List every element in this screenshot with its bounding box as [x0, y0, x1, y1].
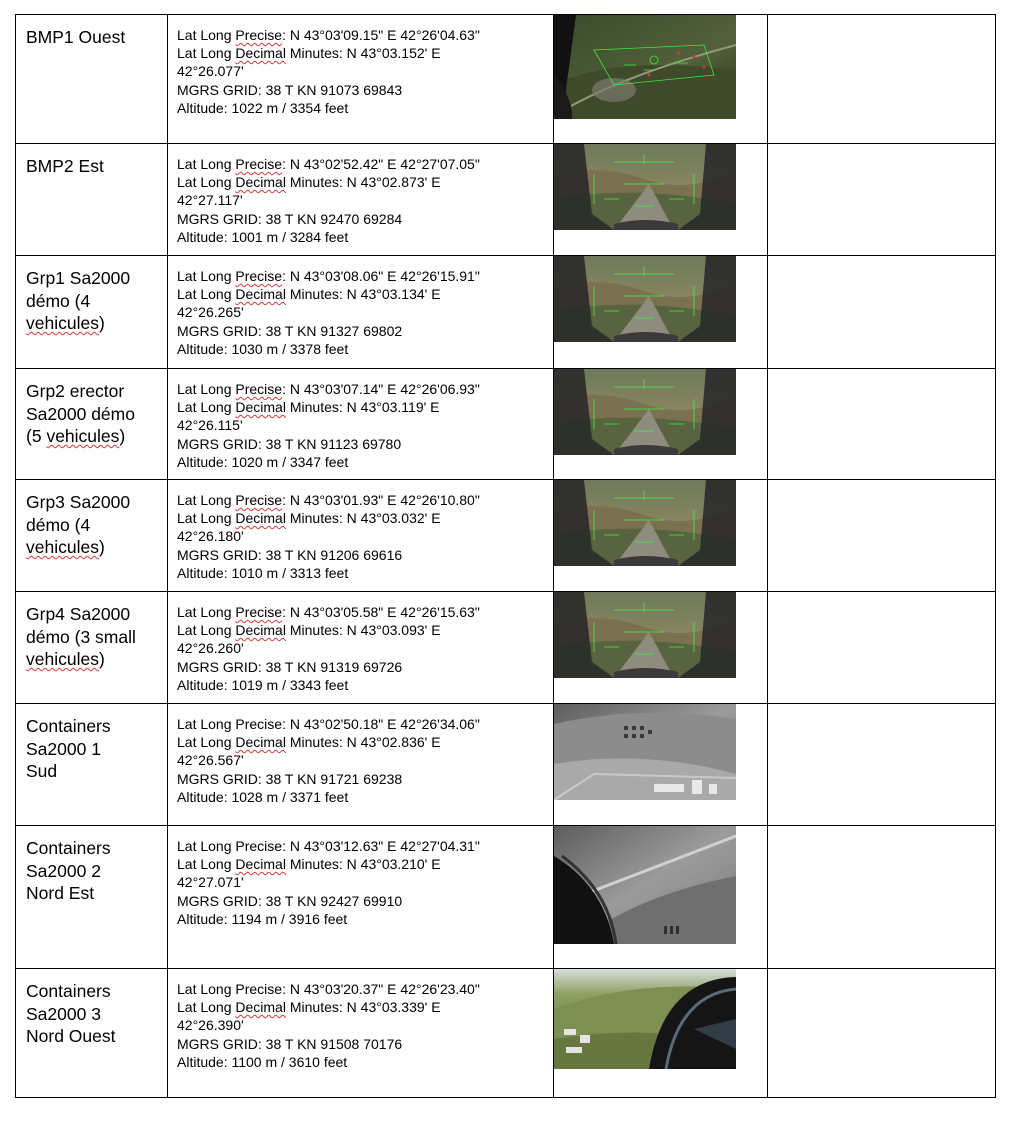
target-name-line: Sa2000 démo: [26, 403, 135, 424]
target-name-line: Grp3 Sa2000: [26, 492, 131, 512]
image-cell: [554, 369, 768, 480]
coordinates: [168, 480, 553, 582]
target-name: [16, 256, 167, 335]
table-row: [16, 592, 996, 704]
target-name-cell: [16, 369, 168, 480]
target-name-line: Sud: [26, 761, 58, 781]
altitude: Altitude: 1022 m / 3354 feet: [177, 99, 349, 116]
lat-long-decimal-continued: 42°26.077': [177, 63, 244, 80]
empty-cell: [768, 704, 996, 826]
lat-long-decimal: Lat Long Decimal Minutes: N 43°02.873' E: [177, 174, 441, 191]
table-row: [16, 969, 996, 1098]
coordinates: [168, 969, 553, 1071]
target-name-line: Nord Ouest: [26, 1026, 116, 1046]
lat-long-decimal: Lat Long Decimal Minutes: N 43°03.339' E: [177, 999, 441, 1016]
lat-long-precise: Lat Long Precise: N 43°02'50.18" E 42°26'34.06": [177, 716, 480, 732]
image-cell: [554, 144, 768, 256]
table-row: [16, 256, 996, 369]
target-name-cell: [16, 480, 168, 592]
target-name: [16, 969, 167, 1048]
empty-cell: [768, 969, 996, 1098]
cockpit-grayscale-road-image: [554, 826, 736, 944]
mgrs-grid: MGRS GRID: 38 T KN 91206 69616: [177, 546, 403, 563]
table-row: [16, 369, 996, 480]
image-cell: [554, 826, 768, 969]
coordinates: [168, 369, 553, 471]
empty-cell: [768, 592, 996, 704]
mgrs-grid: MGRS GRID: 38 T KN 91123 69780: [177, 435, 402, 452]
mgrs-grid: MGRS GRID: 38 T KN 92427 69910: [177, 892, 403, 909]
target-name-cell: [16, 592, 168, 704]
altitude: Altitude: 1194 m / 3916 feet: [177, 910, 348, 927]
hud-view-valley-image: [554, 144, 736, 230]
lat-long-decimal-continued: 42°27.071': [177, 874, 244, 891]
empty-cell: [768, 144, 996, 256]
empty-cell: [768, 480, 996, 592]
lat-long-decimal: Lat Long Decimal Minutes: N 43°03.032' E: [177, 510, 441, 527]
lat-long-decimal-continued: 42°27.117': [177, 192, 243, 209]
lat-long-decimal-continued: 42°26.265': [177, 304, 244, 321]
altitude: Altitude: 1030 m / 3378 feet: [177, 340, 349, 357]
target-name: [16, 369, 167, 448]
coordinates: [168, 704, 553, 806]
coordinates-cell: [168, 592, 554, 704]
target-name-line: BMP1 Ouest: [26, 27, 126, 47]
coordinates-cell: [168, 826, 554, 969]
lat-long-precise: Lat Long Precise: N 43°03'12.63" E 42°27'04.31": [177, 838, 480, 854]
table-row: [16, 704, 996, 826]
altitude: Altitude: 1010 m / 3313 feet: [177, 564, 349, 581]
target-name-line: Grp1 Sa2000: [26, 268, 131, 288]
coordinates: [168, 256, 553, 358]
lat-long-decimal: Lat Long Decimal Minutes: N 43°03.210' E: [177, 856, 441, 873]
coordinates: [168, 15, 553, 117]
target-name-line: Grp2 erector: [26, 381, 125, 401]
aerial-grayscale-containers-image: [554, 704, 736, 800]
lat-long-precise: Lat Long Precise: N 43°03'07.14" E 42°26'06.93": [177, 381, 480, 397]
lat-long-precise: Lat Long Precise: N 43°03'01.93" E 42°26'10.80": [177, 492, 480, 508]
lat-long-precise: Lat Long Precise: N 43°03'05.58" E 42°26'15.63": [177, 604, 480, 620]
coordinates: [168, 592, 553, 694]
target-name-line: Grp4 Sa2000: [26, 604, 131, 624]
lat-long-decimal-continued: 42°26.260': [177, 640, 244, 657]
target-name-cell: [16, 256, 168, 369]
target-name-line: vehicules): [26, 537, 105, 557]
lat-long-decimal: Lat Long Decimal Minutes: N 43°03.119' E: [177, 399, 440, 416]
lat-long-decimal: Lat Long Decimal Minutes: N 43°03.152' E: [177, 45, 441, 62]
target-name-line: Containers: [26, 838, 111, 858]
target-name-line: démo (4: [26, 290, 91, 311]
coordinates-cell: [168, 369, 554, 480]
target-name-cell: [16, 969, 168, 1098]
target-name: [16, 592, 167, 671]
coordinates-cell: [168, 969, 554, 1098]
empty-cell: [768, 369, 996, 480]
target-name: [16, 826, 167, 905]
target-name-line: Containers: [26, 981, 111, 1001]
image-cell: [554, 969, 768, 1098]
image-cell: [554, 704, 768, 826]
hud-view-valley-image: [554, 369, 736, 455]
lat-long-decimal: Lat Long Decimal Minutes: N 43°03.093' E: [177, 622, 441, 639]
lat-long-precise: Lat Long Precise: N 43°03'08.06" E 42°26'15.91": [177, 268, 480, 284]
altitude: Altitude: 1019 m / 3343 feet: [177, 676, 349, 693]
lat-long-decimal-continued: 42°26.390': [177, 1017, 244, 1034]
coordinates-cell: [168, 256, 554, 369]
target-name-line: BMP2 Est: [26, 156, 104, 176]
targets-table: [15, 14, 996, 1098]
empty-cell: [768, 256, 996, 369]
coordinates: [168, 826, 553, 928]
coordinates: [168, 144, 553, 246]
cockpit-green-hillside-image: [554, 969, 736, 1069]
coordinates-cell: [168, 144, 554, 256]
coordinates-cell: [168, 15, 554, 144]
target-name: [16, 15, 167, 49]
mgrs-grid: MGRS GRID: 38 T KN 92470 69284: [177, 210, 403, 227]
image-cell: [554, 480, 768, 592]
target-name-line: Nord Est: [26, 883, 95, 903]
lat-long-decimal-continued: 42°26.180': [177, 528, 244, 545]
target-name-line: Sa2000 3: [26, 1003, 101, 1024]
lat-long-decimal: Lat Long Decimal Minutes: N 43°02.836' E: [177, 734, 441, 751]
empty-cell: [768, 15, 996, 144]
target-name: [16, 480, 167, 559]
coordinates-cell: [168, 480, 554, 592]
target-name-cell: [16, 144, 168, 256]
lat-long-decimal-continued: 42°26.567': [177, 752, 244, 769]
coordinates-cell: [168, 704, 554, 826]
target-name-cell: [16, 15, 168, 144]
lat-long-precise: Lat Long Precise: N 43°03'20.37" E 42°26'23.40": [177, 981, 480, 997]
lat-long-precise: Lat Long Precise: N 43°03'09.15" E 42°26'04.63": [177, 27, 480, 43]
target-name-line: démo (3 small: [26, 626, 136, 647]
mgrs-grid: MGRS GRID: 38 T KN 91508 70176: [177, 1035, 403, 1052]
lat-long-decimal-continued: 42°26.115': [177, 417, 243, 434]
target-name-line: vehicules): [26, 649, 105, 669]
target-name-cell: [16, 826, 168, 969]
target-name-line: Containers: [26, 716, 111, 736]
target-name: [16, 704, 167, 783]
lat-long-decimal: Lat Long Decimal Minutes: N 43°03.134' E: [177, 286, 441, 303]
lat-long-precise: Lat Long Precise: N 43°02'52.42" E 42°27'07.05": [177, 156, 480, 172]
hud-view-valley-image: [554, 256, 736, 342]
altitude: Altitude: 1020 m / 3347 feet: [177, 453, 349, 470]
altitude: Altitude: 1100 m / 3610 feet: [177, 1053, 348, 1070]
mgrs-grid: MGRS GRID: 38 T KN 91319 69726: [177, 658, 403, 675]
mgrs-grid: MGRS GRID: 38 T KN 91327 69802: [177, 322, 403, 339]
hud-view-night-targets-image: [554, 15, 736, 119]
hud-view-valley-image: [554, 592, 736, 678]
table-row: [16, 15, 996, 144]
hud-view-valley-image: [554, 480, 736, 566]
image-cell: [554, 592, 768, 704]
target-name: [16, 144, 167, 178]
table-row: [16, 480, 996, 592]
target-name-cell: [16, 704, 168, 826]
image-cell: [554, 256, 768, 369]
empty-cell: [768, 826, 996, 969]
altitude: Altitude: 1001 m / 3284 feet: [177, 228, 349, 245]
target-name-line: vehicules): [26, 313, 105, 333]
image-cell: [554, 15, 768, 144]
table-row: [16, 144, 996, 256]
altitude: Altitude: 1028 m / 3371 feet: [177, 788, 349, 805]
table-row: [16, 826, 996, 969]
target-name-line: démo (4: [26, 514, 91, 535]
target-name-line: (5 vehicules): [26, 426, 126, 446]
target-name-line: Sa2000 2: [26, 860, 101, 881]
target-name-line: Sa2000 1: [26, 738, 101, 759]
mgrs-grid: MGRS GRID: 38 T KN 91721 69238: [177, 770, 403, 787]
mgrs-grid: MGRS GRID: 38 T KN 91073 69843: [177, 81, 403, 98]
